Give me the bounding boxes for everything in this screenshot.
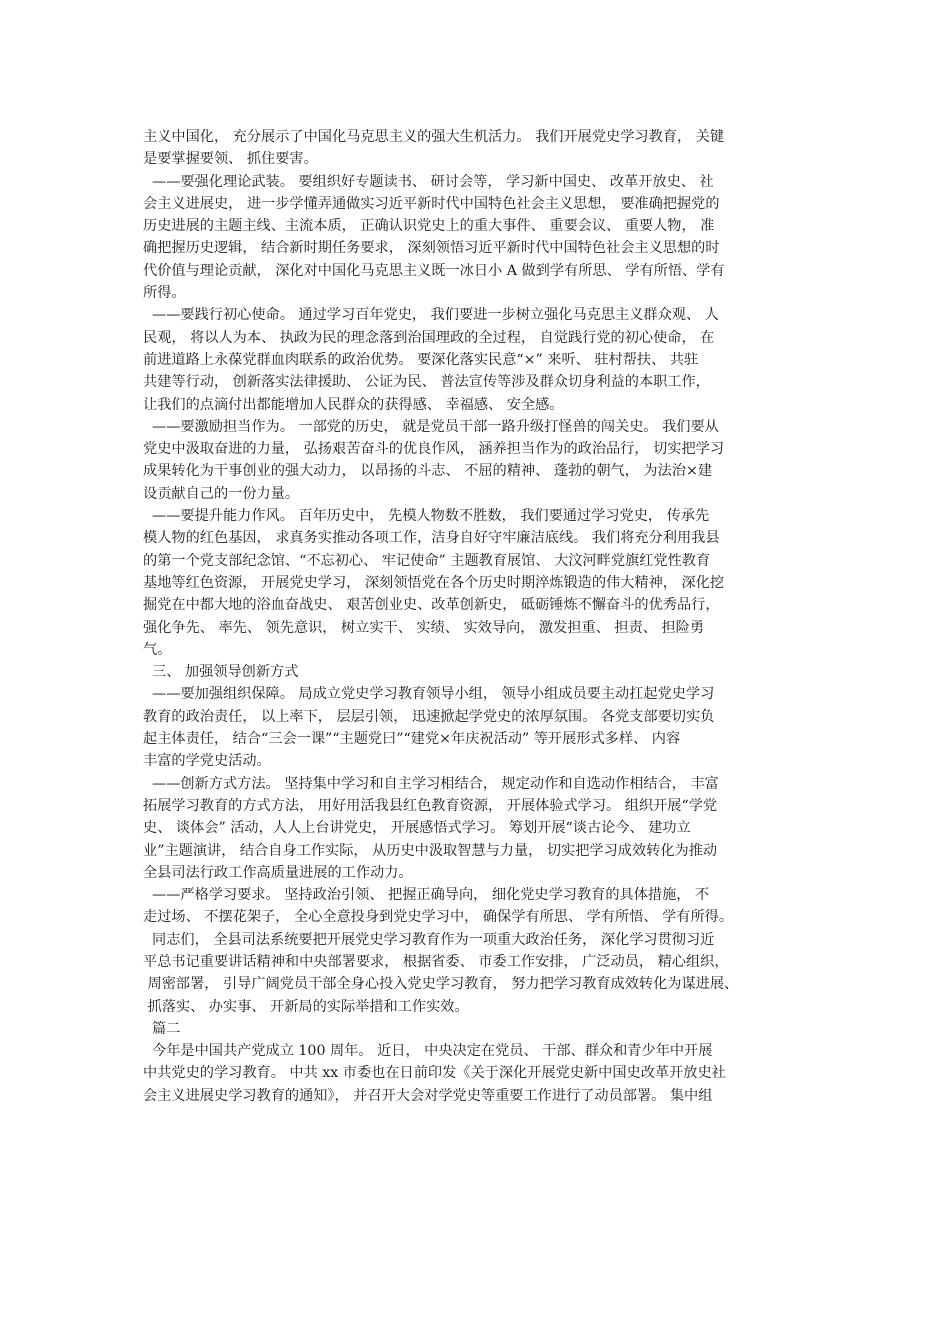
text-line: 设贡献自己的一份力量。: [143, 485, 300, 502]
text-line: 强化争先、 率先、 领先意识， 树立实干、 实绩、 实效导向， 激发担重、 担责、 担险勇: [143, 619, 705, 636]
document-body: [143, 126, 823, 1107]
text-line: 篇二: [143, 1020, 181, 1037]
text-line: 所得。: [143, 285, 186, 302]
text-line: 代价值与理论贡献， 深化对中国化马克思主义既一冰日小 A 做到学有所思、 学有所悟、学有: [143, 262, 725, 279]
text-line: ——要提升能力作风。 百年历史中， 先模人物数不胜数， 我们要通过学习党史， 传承先: [143, 508, 710, 525]
text-line: 党史中汲取奋进的力量， 弘扬艰苦奋斗的优良作风， 涵养担当作为的政治品行， 切实把学习: [143, 441, 725, 458]
text-line: 确把握历史逻辑， 结合新时期任务要求， 深刻领悟习近平新时代中国特色社会主义思想的时: [143, 240, 720, 257]
text-line: 教育的政治责任， 以上率下， 层层引领， 迅速掀起学党史的浓厚氛围。 各党支部要切实负: [143, 708, 715, 725]
text-line: 三、 加强领导创新方式: [143, 664, 299, 681]
text-line: 拓展学习教育的方式方法， 用好用活我县红色教育资源， 开展体验式学习。 组织开展“学党: [143, 797, 718, 814]
text-line: 掘党在中都大地的浴血奋战史、 艰苦创业史、改革创新史， 砥砺锤炼不懈奋斗的优秀品行，: [143, 597, 720, 614]
text-line: 史、 谈体会” 活动，人人上台讲党史， 开展感悟式学习。 筹划开展“谈古论今、 建功立: [143, 820, 691, 837]
text-line: 走过场、 不摆花架子， 全心全意投身到党史学习中， 确保学有所思、 学有所悟、 学有所得。: [143, 909, 734, 926]
text-line: ——要加强组织保障。 局成立党史学习教育领导小组， 领导小组成员要主动扛起党史学习: [143, 686, 715, 703]
text-line: 让我们的点滴付出都能增加人民群众的获得感、 幸福感、 安全感。: [143, 396, 564, 413]
text-line: 同志们， 全县司法系统要把开展党史学习教育作为一项重大政治任务， 深化学习贯彻习近: [143, 931, 715, 948]
text-line: 起主体责任， 结合“三会一课”“主题党曰”“建党×年庆祝活动” 等开展形式多样、 内容: [143, 731, 681, 748]
text-line: ——要激励担当作为。 一部党的历史， 就是党员干部一路升级打怪兽的闯关史。 我们要从: [143, 418, 719, 435]
text-line: ——要践行初心使命。 通过学习百年党史， 我们要进一步树立强化马克思主义群众观、 人: [143, 307, 719, 324]
text-line: 丰富的学党史活动。: [143, 753, 271, 770]
text-line: ——创新方式方法。 坚持集中学习和自主学习相结合， 规定动作和自选动作相结合， 丰富: [143, 775, 719, 792]
text-line: 会主义进展史， 进一步学懂弄通做实习近平新时代中国特色社会主义思想， 要准确把握党的: [143, 195, 720, 212]
text-line: 气。: [143, 641, 172, 658]
text-line: 抓落实、 办实事、 开新局的实际举措和工作实效。: [143, 998, 469, 1015]
text-line: 全县司法行政工作高质量进展的工作动力。: [143, 864, 413, 881]
text-line: 的第一个党支部纪念馆、“不忘初心、 牢记使命” 主题教育展馆、 大汶河畔党旗红党性教育: [143, 552, 711, 569]
text-line: 成果转化为干事创业的强大动力， 以昂扬的斗志、 不屈的精神、 蓬勃的朝气， 为法治×建: [143, 463, 713, 480]
text-line: 周密部署， 引导广阔党员干部全身心投入党史学习教育， 努力把学习教育成效转化为谋进展、: [143, 976, 739, 993]
text-line: 业”主题演讲， 结合自身工作实际， 从历史中汲取智慧与力量， 切实把学习成效转化为推动: [143, 842, 718, 859]
text-line: 共建等行动， 创新落实法律援助、 公证为民、 普法宣传等涉及群众切身利益的本职工作，: [143, 374, 710, 391]
text-line: 历史进展的主题主线、主流本质， 正确认识党史上的重大事件、 重要会议、 重要人物， 准: [143, 218, 715, 235]
text-line: 今年是中国共产党成立 100 周年。 近日， 中央决定在党员、 干部、群众和青少年中开展: [143, 1043, 713, 1060]
text-line: 是要掌握要领、 抓住要害。: [143, 151, 318, 168]
text-line: 基地等红色资源， 开展党史学习， 深刻领悟党在各个历史时期淬炼锻造的伟大精神， 深化挖: [143, 574, 725, 591]
text-line: 前进道路上永葆党群血肉联系的政治优势。 要深化落实民意“×” 来听、 驻村帮扶、 共驻: [143, 351, 699, 368]
text-line: 主义中国化， 充分展示了中国化马克思主义的强大生机活力。 我们开展党史学习教育， 关键: [143, 129, 725, 145]
text-line: ——严格学习要求。 坚持政治引领、 把握正确导向， 细化党史学习教育的具体措施， 不: [143, 887, 710, 904]
text-line: 平总书记重要讲话精神和中央部署要求， 根据省委、 市委工作安排， 广泛动员， 精心组织，: [143, 953, 729, 970]
text-line: ——要强化理论武装。 要组织好专题读书、 研讨会等， 学习新中国史、 改革开放史、 社: [143, 173, 714, 190]
text-line: 会主义进展史学习教育的通知》， 并召开大会对学党史等重要工作进行了动员部署。 集中组: [143, 1087, 713, 1104]
text-line: 民观， 将以人为本、 执政为民的理念落到治国理政的全过程， 自觉践行党的初心使命， 在: [143, 329, 715, 346]
text-line: 中共党史的学习教育。 中共 xx 市委也在日前印发《关于深化开展党史新中国史改革开放史社: [143, 1065, 726, 1082]
text-line: 模人物的红色基因， 求真务实推动各项工作，洁身自好守牢廉洁底线。 我们将充分利用我县: [143, 530, 720, 547]
